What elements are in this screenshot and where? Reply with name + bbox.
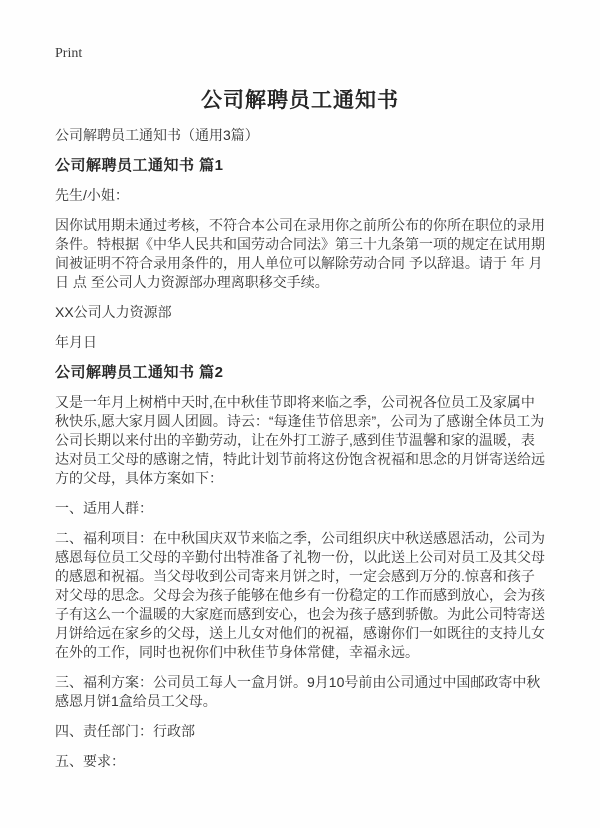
- section-1-heading: 公司解聘员工通知书 篇1: [55, 157, 224, 174]
- section-2-heading: 公司解聘员工通知书 篇2: [55, 364, 224, 381]
- date-line: 年月日: [55, 334, 97, 350]
- signature-line: XX公司人力资源部: [55, 304, 172, 320]
- list-item-3-welfare-plan: 三、福利方案：公司员工每人一盒月饼。9月10号前由公司通过中国邮政寄中秋感恩月饼1盒给员工父母。: [55, 674, 541, 709]
- dismissal-body-paragraph: 因你试用期未通过考核，不符合本公司在录用你之前所公布的你所在职位的录用条件。特根据《中华人民共和国劳动合同法》第三十九条第一项的规定在试用期间被证明不符合录用条件的，用人单位可以解除劳动合同 予以辞退。请于 年 月 日 点 至公司人力资源部办理离职移交手续。: [55, 217, 545, 290]
- document-title: 公司解聘员工通知书: [201, 89, 399, 112]
- salutation-paragraph: 先生/小姐：: [55, 187, 129, 203]
- list-item-1-applicable-group: 一、适用人群：: [55, 500, 153, 516]
- intro-paragraph: 又是一年月上树梢中天时,在中秋佳节即将来临之季，公司祝各位员工及家属中秋快乐,愿大家月圆人团圆。诗云：“每逢佳节倍思亲”，公司为了感谢全体员工为公司长期以来付出的辛勤劳动，让在外打工游子,感到佳节温馨和家的温暖，表达对员工父母的感谢之情，特此计划节前将这份饱含祝福和思念的月饼寄送给远方的父母，具体方案如下：: [55, 394, 545, 486]
- print-link[interactable]: Print: [55, 46, 83, 61]
- list-item-2-welfare-project: 二、福利项目：在中秋国庆双节来临之季，公司组织庆中秋送感恩活动，公司为感恩每位员工父母的辛勤付出特准备了礼物一份，以此送上公司对员工及其父母的感恩和祝福。当父母收到公司寄来月饼之时，一定会感到万分的.惊喜和孩子对父母的思念。父母会为孩子能够在他乡有一份稳定的工作而感到放心，会为孩子有这么一个温暖的大家庭而感到安心，也会为孩子感到骄傲。为此公司特寄送月饼给远在家乡的父母，送上儿女对他们的祝福，感谢你们一如既往的支持儿女在外的工作，同时也祝你们中秋佳节身体常健，幸福永远。: [55, 530, 545, 660]
- document-subtitle: 公司解聘员工通知书（通用3篇）: [55, 127, 259, 143]
- list-item-4-responsible-department: 四、责任部门：行政部: [55, 723, 195, 739]
- list-item-5-requirements: 五、要求：: [55, 753, 125, 769]
